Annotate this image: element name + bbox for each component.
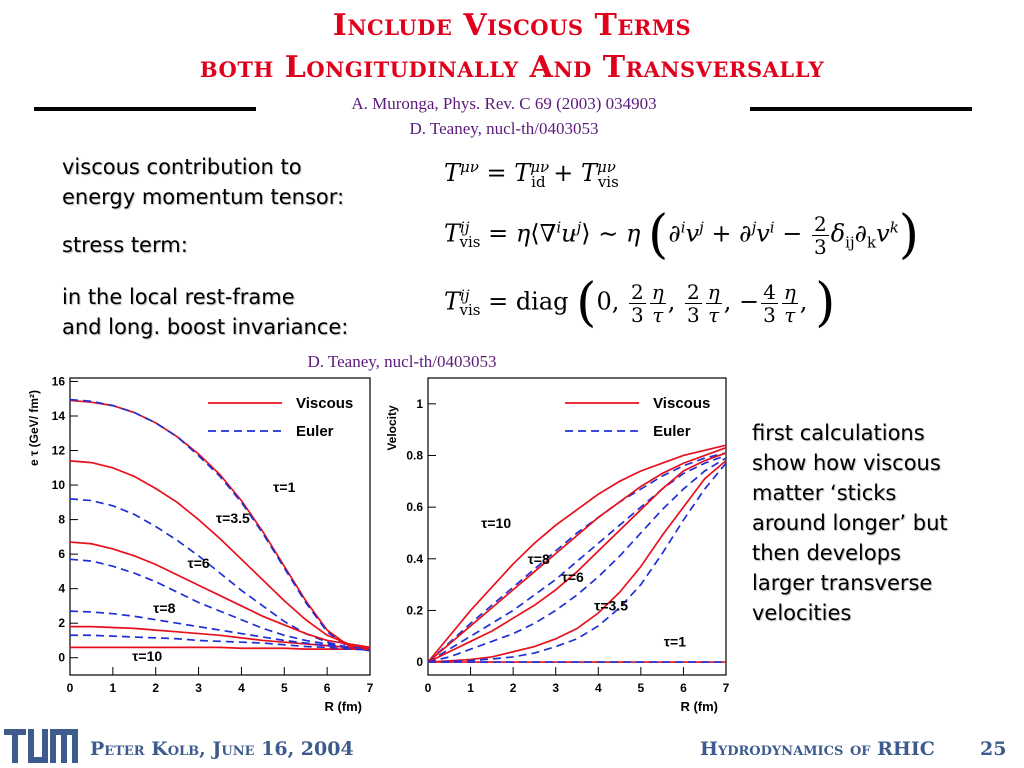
x-tick-label: 6 xyxy=(323,681,331,695)
side-text-line: velocities xyxy=(752,601,852,625)
x-tick-label: 0 xyxy=(66,681,74,695)
y-tick-label: 16 xyxy=(51,374,65,389)
x-tick-label: 5 xyxy=(280,681,288,695)
reference-teaney: D. Teaney, nucl-th/0403053 xyxy=(409,119,599,138)
tau-annotation: τ=1 xyxy=(663,633,687,650)
y-tick-label: 0.4 xyxy=(406,551,423,566)
y-axis-label: e τ (GeV/ fm²) xyxy=(27,389,41,467)
bullet-viscous-contribution xyxy=(62,152,422,212)
bullet-line: energy momentum tensor: xyxy=(62,185,345,209)
bullet-line: viscous contribution to xyxy=(62,155,302,179)
side-text-block xyxy=(752,418,1012,628)
y-tick-label: 14 xyxy=(51,408,65,423)
y-tick-label: 2 xyxy=(58,616,65,631)
energy-density-chart xyxy=(20,368,380,723)
x-tick-label: 2 xyxy=(509,681,517,695)
bullet-line: in the local rest-frame xyxy=(62,285,295,309)
velocity-chart xyxy=(376,368,738,723)
tau-annotation: τ=1 xyxy=(273,478,296,495)
x-tick-label: 5 xyxy=(637,681,645,695)
x-tick-label: 1 xyxy=(109,681,117,695)
title-rule-left xyxy=(34,107,256,111)
y-tick-label: 8 xyxy=(58,512,65,527)
euler-curve xyxy=(428,455,726,662)
euler-curve xyxy=(428,458,726,662)
y-tick-label: 0 xyxy=(416,655,423,670)
bullet-line: and long. boost invariance: xyxy=(62,315,349,339)
slide-title-line-2: both Longitudinally And Transversally xyxy=(199,50,825,85)
side-text-line: first calculations xyxy=(752,421,925,445)
side-text-line: then develops xyxy=(752,541,901,565)
tau-annotation: τ=10 xyxy=(132,648,163,665)
x-tick-label: 2 xyxy=(152,681,160,695)
x-tick-label: 0 xyxy=(424,681,432,695)
viscous-curve xyxy=(428,453,726,662)
x-tick-label: 7 xyxy=(722,681,730,695)
tum-logo xyxy=(4,727,78,765)
tau-annotation: τ=6 xyxy=(561,569,584,586)
viscous-curve xyxy=(428,448,726,662)
y-axis-label: Velocity xyxy=(385,405,399,451)
viscous-curve xyxy=(70,647,370,649)
side-text-line: around longer’ but xyxy=(752,511,948,535)
y-tick-label: 0.2 xyxy=(406,603,423,618)
x-tick-label: 7 xyxy=(366,681,374,695)
side-text-line: show how viscous xyxy=(752,451,941,475)
x-tick-label: 4 xyxy=(594,681,602,695)
tau-annotation: τ=3.5 xyxy=(594,597,629,614)
bullet-local-rest-frame xyxy=(62,282,422,342)
viscous-curve xyxy=(70,627,370,649)
y-tick-label: 10 xyxy=(51,478,65,493)
x-tick-label: 6 xyxy=(680,681,687,695)
title-rule-right xyxy=(750,107,972,111)
footer-author-date: Peter Kolb, June 16, 2004 xyxy=(90,738,354,760)
tau-annotation: τ=10 xyxy=(481,514,512,531)
y-tick-label: 0.8 xyxy=(406,448,423,463)
equation-stress-term: $T^{ij}_{vis}$ = $\eta⟨\nabla^iu^j⟩$ ∼ η ($\partial^iv^j + \partial^jv^i$ − $\frac{2}{3}$ $\delta_{ij}\partial_kv^k$) xyxy=(444,205,920,265)
x-tick-label: 3 xyxy=(195,681,202,695)
y-tick-label: 0 xyxy=(58,650,65,665)
equation-tensor-decomposition: $T^{\mu\nu} = T^{\mu\nu}_{id} + T^{\mu\nu}_{vis}$ xyxy=(444,158,619,191)
legend-label: Viscous xyxy=(296,395,354,412)
tau-annotation: τ=8 xyxy=(527,550,550,567)
bullet-line: stress term: xyxy=(62,233,188,257)
x-axis-label: R (fm) xyxy=(680,699,718,714)
page-number: 25 xyxy=(980,738,1007,760)
viscous-curve xyxy=(70,461,370,647)
y-tick-label: 0.6 xyxy=(406,500,423,515)
euler-curve xyxy=(70,611,370,649)
tau-annotation: τ=6 xyxy=(187,554,210,571)
tau-annotation: τ=8 xyxy=(153,599,176,616)
equation-diag: $T^{ij}_{vis}$ = diag (0, $\frac{2}{3}$ $\frac{\eta}{\tau}$ , $\frac{2}{3}$ $\frac{\eta}{\tau}$ , − $\frac{4}{3}$ $\frac{\eta}{\tau}$ , ) xyxy=(444,273,836,333)
y-tick-label: 4 xyxy=(58,581,65,596)
side-text-line: matter ‘sticks xyxy=(752,481,897,505)
euler-curve xyxy=(428,453,726,662)
legend-label: Euler xyxy=(296,423,334,440)
footer-topic: Hydrodynamics of RHIC xyxy=(700,738,935,760)
legend-label: Euler xyxy=(653,423,691,440)
euler-curve xyxy=(428,463,726,662)
viscous-curve xyxy=(428,445,726,662)
x-tick-label: 1 xyxy=(467,681,474,695)
reference-teaney-plots: D. Teaney, nucl-th/0403053 xyxy=(307,352,497,371)
x-tick-label: 3 xyxy=(552,681,560,695)
x-axis-label: R (fm) xyxy=(324,699,362,714)
tau-annotation: τ=3.5 xyxy=(215,510,250,527)
y-tick-label: 12 xyxy=(51,443,65,458)
x-tick-label: 4 xyxy=(238,681,245,695)
y-tick-label: 1 xyxy=(416,396,423,411)
reference-muronga: A. Muronga, Phys. Rev. C 69 (2003) 034903 xyxy=(351,94,657,113)
bullet-stress-term xyxy=(62,230,422,260)
y-tick-label: 6 xyxy=(58,547,65,562)
side-text-line: larger transverse xyxy=(752,571,933,595)
viscous-curve xyxy=(70,542,370,647)
legend-label: Viscous xyxy=(653,395,711,412)
slide-title-line-1: Include Viscous Terms xyxy=(332,8,692,43)
